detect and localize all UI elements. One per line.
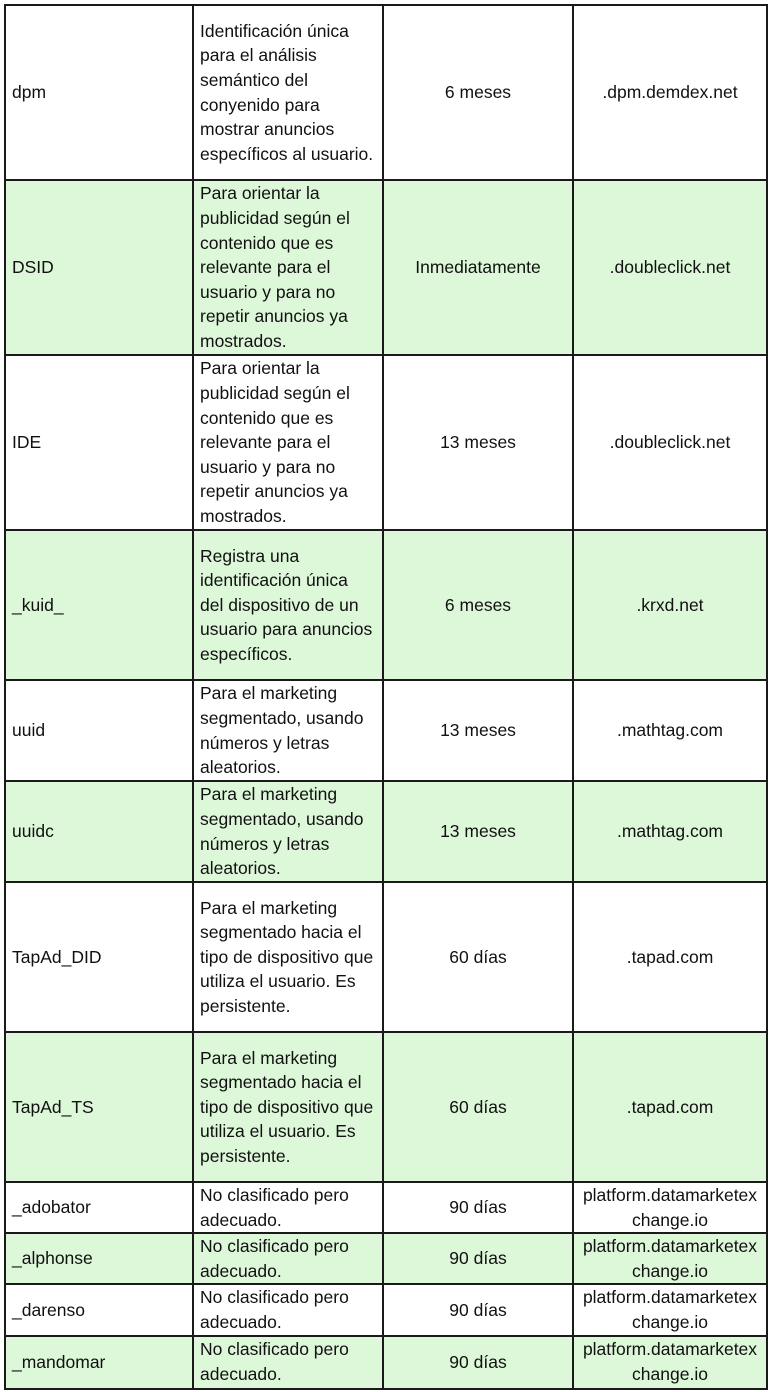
cookie-name: _kuid_ (5, 530, 193, 680)
cookie-description: Para el marketing segmentado, usando números y letras aleatorios. (193, 781, 383, 882)
cookie-domain: .mathtag.com (573, 680, 767, 781)
cookie-expiry: 60 días (383, 882, 573, 1032)
cookie-expiry: 90 días (383, 1336, 573, 1389)
cookie-expiry: 6 meses (383, 530, 573, 680)
cookie-name: uuid (5, 680, 193, 781)
cookie-domain: platform.datamarketexchange.io (573, 1336, 767, 1389)
table-row (5, 781, 767, 882)
cookie-description: No clasificado pero adecuado. (193, 1336, 383, 1389)
cookie-description: Identificación única para el análisis semántico del conyenido para mostrar anuncios específicos al usuario. (193, 5, 383, 180)
cookie-name: _alphonse (5, 1233, 193, 1284)
cookie-expiry: 90 días (383, 1284, 573, 1335)
cookie-expiry: 90 días (383, 1182, 573, 1233)
cookie-name: dpm (5, 5, 193, 180)
cookie-description: No clasificado pero adecuado. (193, 1182, 383, 1233)
table-row (5, 1336, 767, 1389)
cookie-description: Para el marketing segmentado hacia el tipo de dispositivo que utiliza el usuario. Es persistente. (193, 1032, 383, 1182)
table-row (5, 1233, 767, 1284)
cookie-domain: platform.datamarketexchange.io (573, 1182, 767, 1233)
cookie-domain: .doubleclick.net (573, 180, 767, 355)
table-row (5, 530, 767, 680)
table-row (5, 5, 767, 180)
table-row (5, 680, 767, 781)
cookie-expiry: 13 meses (383, 680, 573, 781)
cookie-domain: .doubleclick.net (573, 355, 767, 530)
cookie-name: DSID (5, 180, 193, 355)
cookie-domain: .mathtag.com (573, 781, 767, 882)
cookie-table (4, 4, 768, 1390)
cookie-expiry: Inmediatamente (383, 180, 573, 355)
cookie-description: Para orientar la publicidad según el contenido que es relevante para el usuario y para no repetir anuncios ya mostrados. (193, 355, 383, 530)
cookie-name: _mandomar (5, 1336, 193, 1389)
table-row (5, 1032, 767, 1182)
cookie-description: No clasificado pero adecuado. (193, 1284, 383, 1335)
cookie-name: TapAd_DID (5, 882, 193, 1032)
cookie-domain: .tapad.com (573, 1032, 767, 1182)
cookie-name: IDE (5, 355, 193, 530)
cookie-expiry: 6 meses (383, 5, 573, 180)
cookie-description: Para orientar la publicidad según el contenido que es relevante para el usuario y para no repetir anuncios ya mostrados. (193, 180, 383, 355)
cookie-name: TapAd_TS (5, 1032, 193, 1182)
cookie-name: _adobator (5, 1182, 193, 1233)
cookie-expiry: 13 meses (383, 355, 573, 530)
cookie-description: Registra una identificación única del dispositivo de un usuario para anuncios específicos. (193, 530, 383, 680)
table-row (5, 180, 767, 355)
cookie-description: Para el marketing segmentado hacia el tipo de dispositivo que utiliza el usuario. Es persistente. (193, 882, 383, 1032)
table-row (5, 1284, 767, 1335)
cookie-domain: platform.datamarketexchange.io (573, 1284, 767, 1335)
cookie-domain: platform.datamarketexchange.io (573, 1233, 767, 1284)
cookie-expiry: 90 días (383, 1233, 573, 1284)
cookie-name: uuidc (5, 781, 193, 882)
cookie-description: No clasificado pero adecuado. (193, 1233, 383, 1284)
cookie-domain: .tapad.com (573, 882, 767, 1032)
cookie-description: Para el marketing segmentado, usando números y letras aleatorios. (193, 680, 383, 781)
table-row (5, 1182, 767, 1233)
cookie-expiry: 60 días (383, 1032, 573, 1182)
cookie-domain: .krxd.net (573, 530, 767, 680)
table-row (5, 882, 767, 1032)
table-row (5, 355, 767, 530)
cookie-name: _darenso (5, 1284, 193, 1335)
cookie-expiry: 13 meses (383, 781, 573, 882)
cookie-domain: .dpm.demdex.net (573, 5, 767, 180)
